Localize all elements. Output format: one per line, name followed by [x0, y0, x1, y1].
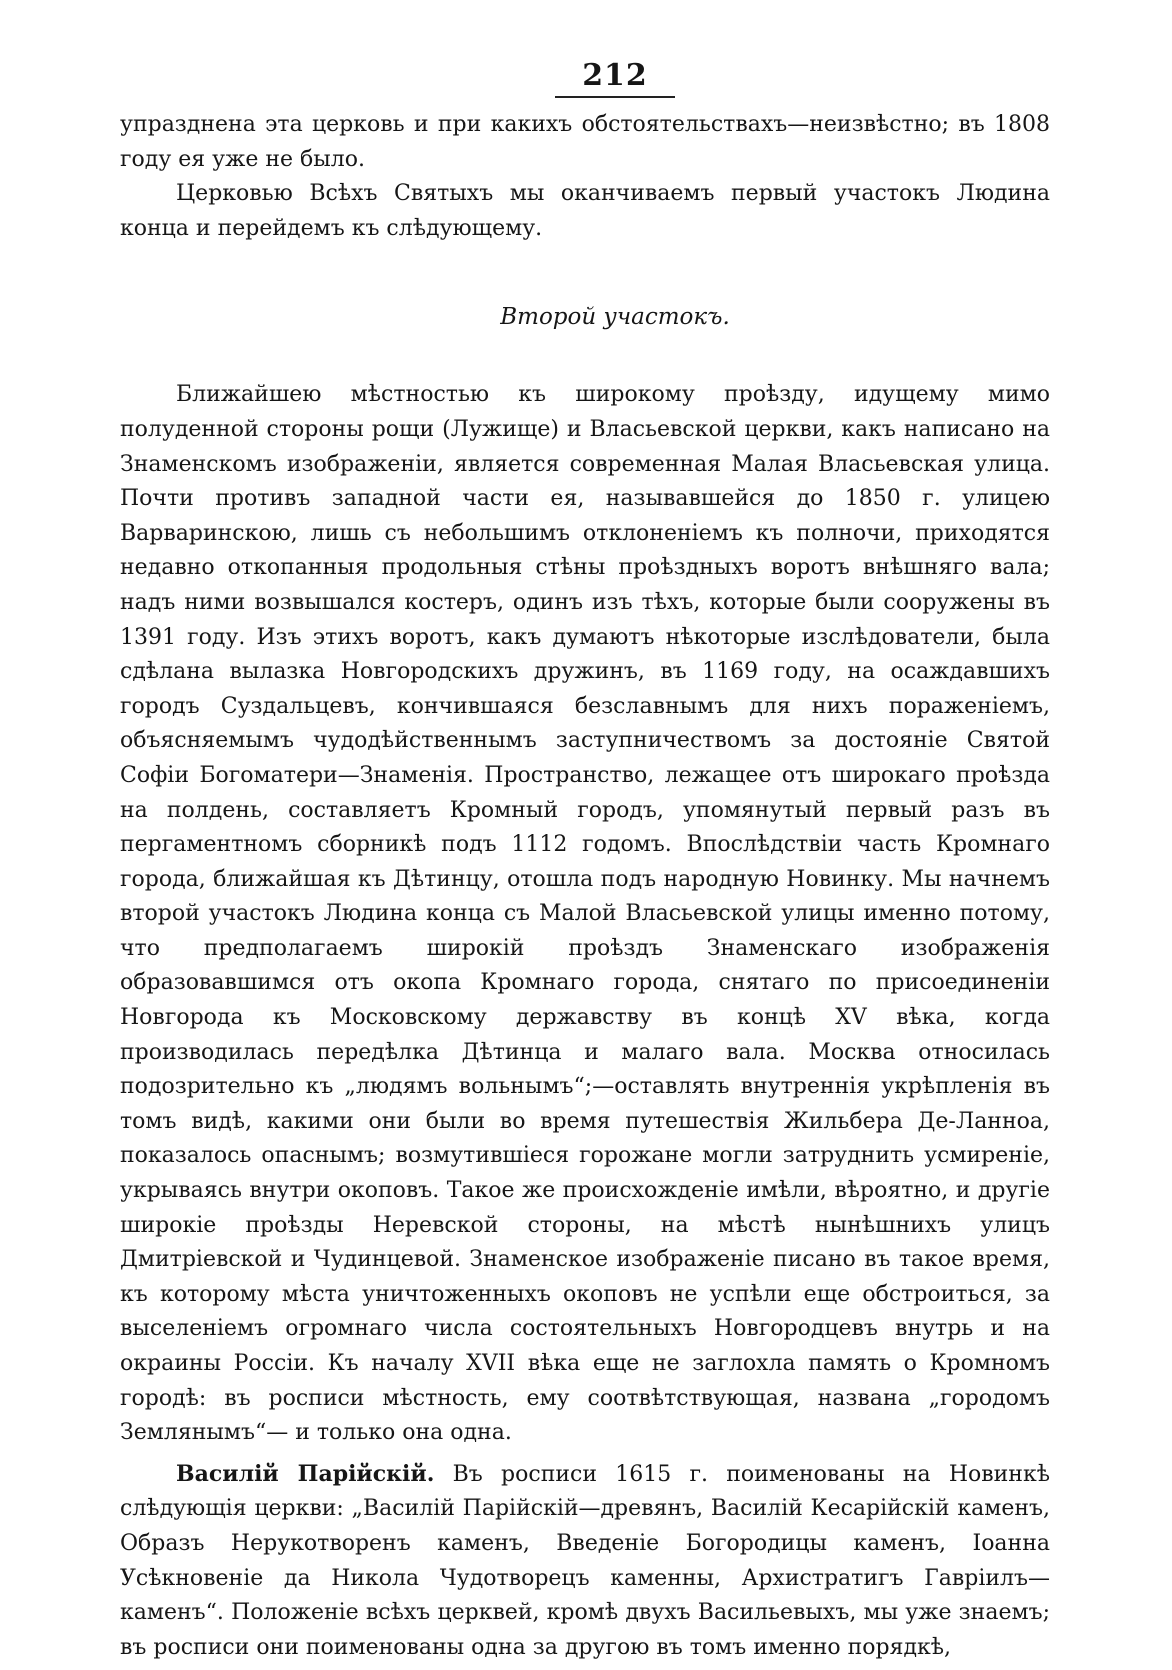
paragraph-second-section: Ближайшею мѣстностью къ широкому проѣзду, идущему мимо полуденной стороны рощи (Лужище) и Власьевской церкви, какъ написано на Знаменскомъ изображеніи, является современная Малая Власьевская улица. Почти противъ западной части ея, называвшейся до 1850 г. улицею Варваринскою, лишь съ небольшимъ отклоненіемъ къ полночи, приходятся недавно откопанныя продольныя стѣны проѣздныхъ воротъ внѣшняго вала; надъ ними возвышался костеръ, одинъ изъ тѣхъ, которые были сооружены въ 1391 году. Изъ этихъ воротъ, какъ думаютъ нѣкоторые изслѣдователи, была сдѣлана вылазка Новгородскихъ дружинъ, въ 1169 году, на осаждавшихъ городъ Суздальцевъ, кончившаяся безславнымъ для нихъ пораженіемъ, объясняемымъ чудодѣйственнымъ заступничествомъ за достояніе Святой Софіи Богоматери—Знаменія. Пространство, лежащее отъ широкаго проѣзда на полдень, составляетъ Кромный городъ, упомянутый первый разъ въ пергаментномъ сборникѣ подъ 1112 годомъ. Впослѣдствіи часть Кромнаго города, ближайшая къ Дѣтинцу, отошла подъ народную Новинку. Мы начнемъ второй участокъ Людина конца съ Малой Власьевской улицы именно потому, что предполагаемъ широкій проѣздъ Знаменскаго изображенія образовавшимся отъ окопа Кромнаго города, снятаго по присоединеніи Новгорода къ Московскому державству въ концѣ XV вѣка, когда производилась передѣлка Дѣтинца и малаго вала. Москва относилась подозрительно къ „людямъ вольнымъ“;—оставлять внутреннія укрѣпленія въ томъ видѣ, какими они были во время путешествія Жильбера Де-Ланноа, показалось опаснымъ; возмутившіеся горожане могли затруднить усмиреніе, укрываясь внутри окоповъ. Такое же происхожденіе имѣли, вѣроятно, и другіе широкіе проѣзды Неревской стороны, на мѣстѣ нынѣшнихъ улицъ Дмитріевской и Чудинцевой. Знаменское изображеніе писано въ такое время, къ которому мѣста уничтоженныхъ окоповъ не успѣли еще обстроиться, за выселеніемъ огромнаго числа состоятельныхъ Новгородцевъ внутрь и на окраины Россіи. Къ началу XVII вѣка еще не заглохла память о Кромномъ городѣ: въ росписи мѣстность, ему соотвѣтствующая, названа „городомъ Землянымъ“— и только она одна. — [120, 382, 1050, 1446]
paragraph-body-text: Въ росписи 1615 г. поименованы на Новинкѣ слѣдующія церкви: „Василій Парійскій—древянъ, Василій Кесарійскій каменъ, Образъ Нерукотворенъ каменъ, Введеніе Богородицы каменъ, Іоанна Усѣкновеніе да Никола Чудотворецъ каменны, Архистратигъ Гавріилъ—каменъ“. Положеніе всѣхъ церквей, кромѣ двухъ Васильевыхъ, мы уже знаемъ; въ росписи они поименованы одна за другою въ томъ именно порядкѣ, — [120, 1461, 1050, 1660]
paragraph-end-of-first-section: Церковью Всѣхъ Святыхъ мы оканчиваемъ первый участокъ Людина конца и перейдемъ къ слѣдующему. — [120, 181, 1050, 241]
section-heading: Второй участокъ. — [500, 304, 730, 331]
page-number-rule — [555, 96, 675, 98]
document-page — [120, 58, 1050, 1665]
paragraph-continuation: упразднена эта церковь и при какихъ обстоятельствахъ—неизвѣстно; въ 1808 году ея уже не было. — [120, 112, 1050, 172]
paragraph-lead-in: Василій Парійскій. — [176, 1460, 435, 1487]
page-number: 212 — [582, 58, 648, 93]
paragraph-vasily-pariysky — [120, 1457, 1050, 1666]
